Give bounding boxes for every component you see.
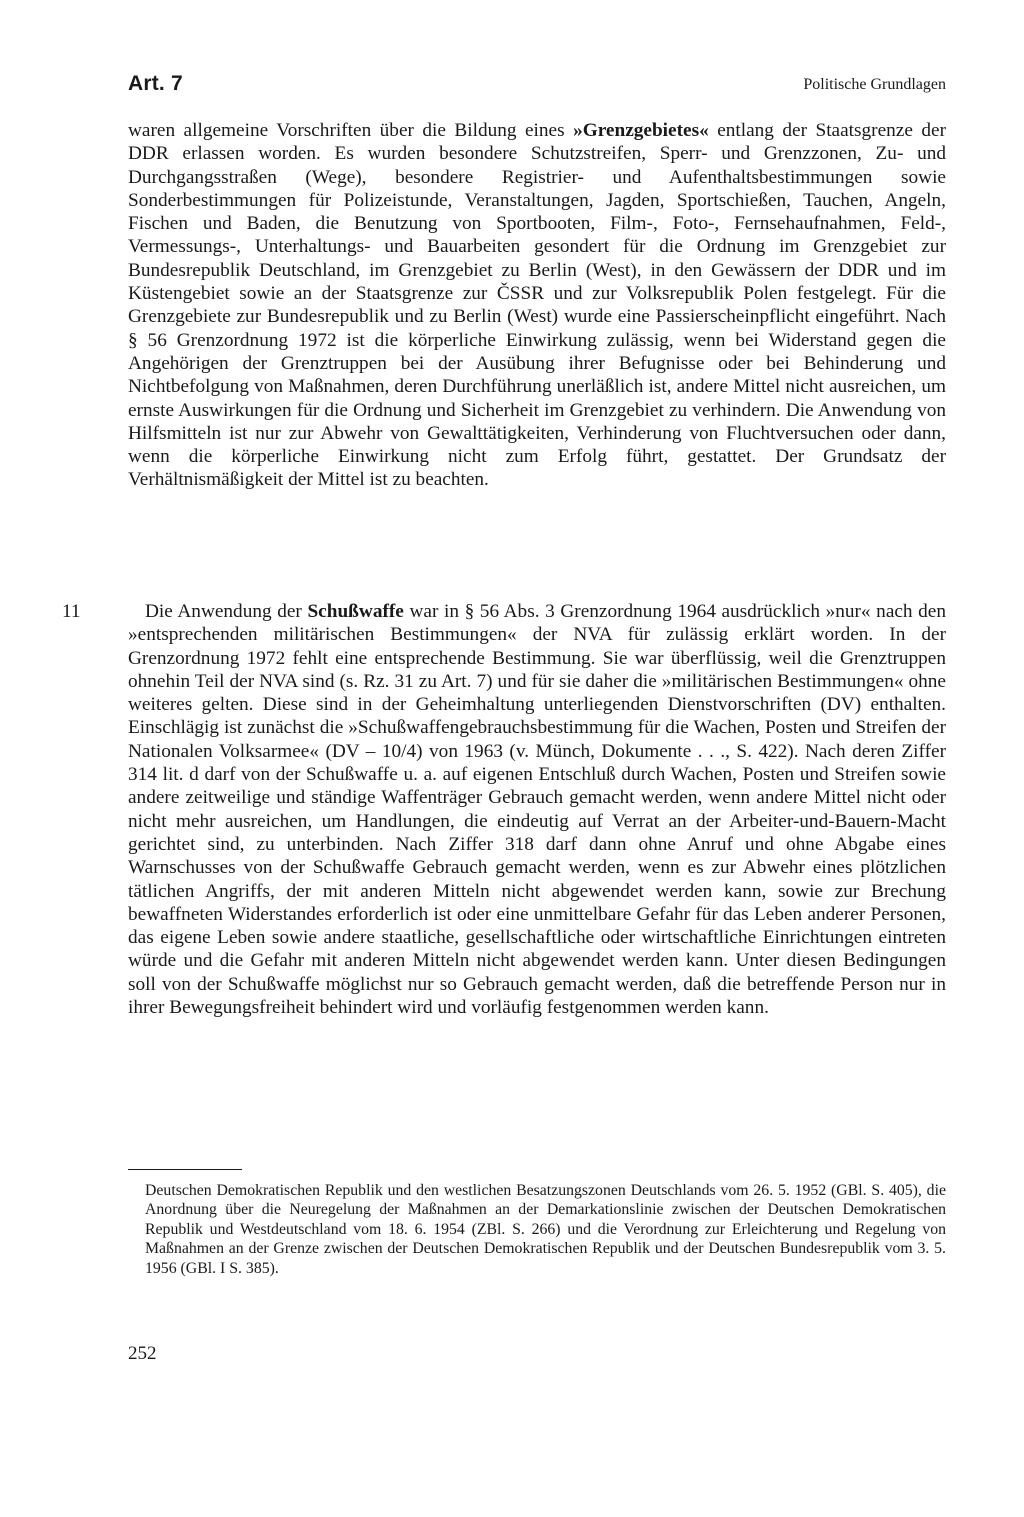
page-number: 252 — [128, 1343, 157, 1364]
text-segment: war in § 56 Abs. 3 Grenzordnung 1964 ausdrücklich »nur« nach den »entsprechenden militärischen Bestimmungen« der NVA für zulässig erklärt worden. In der Grenzordnung 1972 fehlt eine entsprechende Bestimmung. Sie war überflüssig, weil die Grenztruppen ohnehin Teil der NVA sind (s. Rz. 31 zu Art. 7) und für sie daher die »militärischen Bestimmungen« ohne weiteres gelten. Diese sind in der Geheimhaltung unterliegenden Dienstvorschriften (DV) enthalten. Einschlägig ist zunächst die »Schußwaffengebrauchsbestimmung für die Wachen, Posten und Streifen der Nationalen Volksarmee« (DV – 10/4) von 1963 (v. Münch, Dokumente . . ., S. 422). Nach deren Ziffer 314 lit. d darf von der Schußwaffe u. a. auf eigenen Entschluß durch Wachen, Posten und Streifen sowie andere zeitweilige und ständige Waffenträger Gebrauch gemacht werden, wenn andere Mittel nicht oder nicht mehr ausreichen, um Handlungen, die eindeutig auf Verrat an der Arbeiter-und-Bauern-Macht gerichtet sind, zu unterbinden. Nach Ziffer 318 darf dann ohne Anruf und ohne Abgabe eines Warnschusses von der Schußwaffe Gebrauch gemacht werden, wenn es zur Abwehr eines plötzlichen tätlichen Angriffs, der mit anderen Mitteln nicht abgewendet werden kann, sowie zur Brechung bewaffneten Widerstandes erforderlich ist oder eine unmittelbare Gefahr für das Leben anderer Personen, das eigene Leben sowie andere staatliche, gesellschaftliche oder wirtschaftliche Einrichtungen eintreten würde und die Gefahr mit anderen Mitteln nicht abgewendet werden kann. Unter diesen Bedingungen soll von der Schußwaffe möglichst nur so Gebrauch gemacht werden, daß die betreffende Person nur in ihrer Bewegungsfreiheit behindert wird und vorläufig festgenommen werden kann. — [128, 601, 947, 1019]
bold-term: Schußwaffe — [307, 601, 404, 622]
bold-term: »Grenzgebietes« — [573, 120, 709, 141]
footnote-divider — [128, 1169, 242, 1170]
paragraph-1 — [128, 119, 946, 492]
margin-number: 11 — [62, 601, 81, 622]
section-title: Politische Grundlagen — [803, 76, 946, 93]
paragraph-2-text — [128, 600, 946, 1019]
text-segment: Die Anwendung der — [145, 601, 308, 622]
article-label: Art. 7 — [128, 72, 183, 95]
running-head — [128, 72, 946, 106]
paragraph-2 — [128, 600, 946, 1019]
paragraph-1-text — [128, 119, 946, 492]
footnote: Deutschen Demokratischen Republik und den westlichen Besatzungszonen Deutschlands vom 26. 5. 1952 (GBl. S. 405), die Anordnung über die Neuregelung der Maßnahmen an der Demarkationslinie zwischen der Deutschen Demokratischen Republik und Westdeutschland vom 18. 6. 1954 (ZBl. S. 266) und die Verordnung zur Erleichterung und Regelung von Maßnahmen an der Grenze zwischen der Deutschen Demokratischen Republik und der Deutschen Bundesrepublik vom 3. 5. 1956 (GBl. I S. 385). — [145, 1182, 946, 1277]
text-segment: waren allgemeine Vorschriften über die Bildung eines — [128, 120, 574, 141]
text-segment: entlang der Staatsgrenze der DDR erlassen worden. Es wurden besondere Schutzstreifen, Sperr- und Grenzzonen, Zu- und Durchgangsstraßen (Wege), besondere Registrier- und Aufenthaltsbestimmungen sowie Sonderbestimmungen für Polizeistunde, Veranstaltungen, Jagden, Sportschießen, Tauchen, Angeln, Fischen und Baden, die Benutzung von Sportbooten, Film-, Foto-, Fernsehaufnahmen, Feld-, Vermessungs-, Unterhaltungs- und Bauarbeiten gesondert für die Ordnung im Grenzgebiet zur Bundesrepublik Deutschland, im Grenzgebiet zu Berlin (West), in den Gewässern der DDR und im Küstengebiet sowie an der Staatsgrenze zur ČSSR und zur Volksrepublik Polen festgelegt. Für die Grenzgebiete zur Bundesrepublik und zu Berlin (West) wurde eine Passierscheinpflicht eingeführt. Nach § 56 Grenzordnung 1972 ist die körperliche Einwirkung zulässig, wenn bei Widerstand gegen die Angehörigen der Grenztruppen bei der Ausübung ihrer Befugnisse oder bei Behinderung und Nichtbefolgung von Maßnahmen, deren Durchführung unerläßlich ist, andere Mittel nicht ausreichen, um ernste Auswirkungen für die Ordnung und Sicherheit im Grenzgebiet zu verhindern. Die Anwendung von Hilfsmitteln ist nur zur Abwehr von Gewalttätigkeiten, Verhinderung von Fluchtversuchen oder dann, wenn die körperliche Einwirkung nicht zum Erfolg führt, gestattet. Der Grundsatz der Verhältnismäßigkeit der Mittel ist zu beachten. — [128, 120, 946, 491]
